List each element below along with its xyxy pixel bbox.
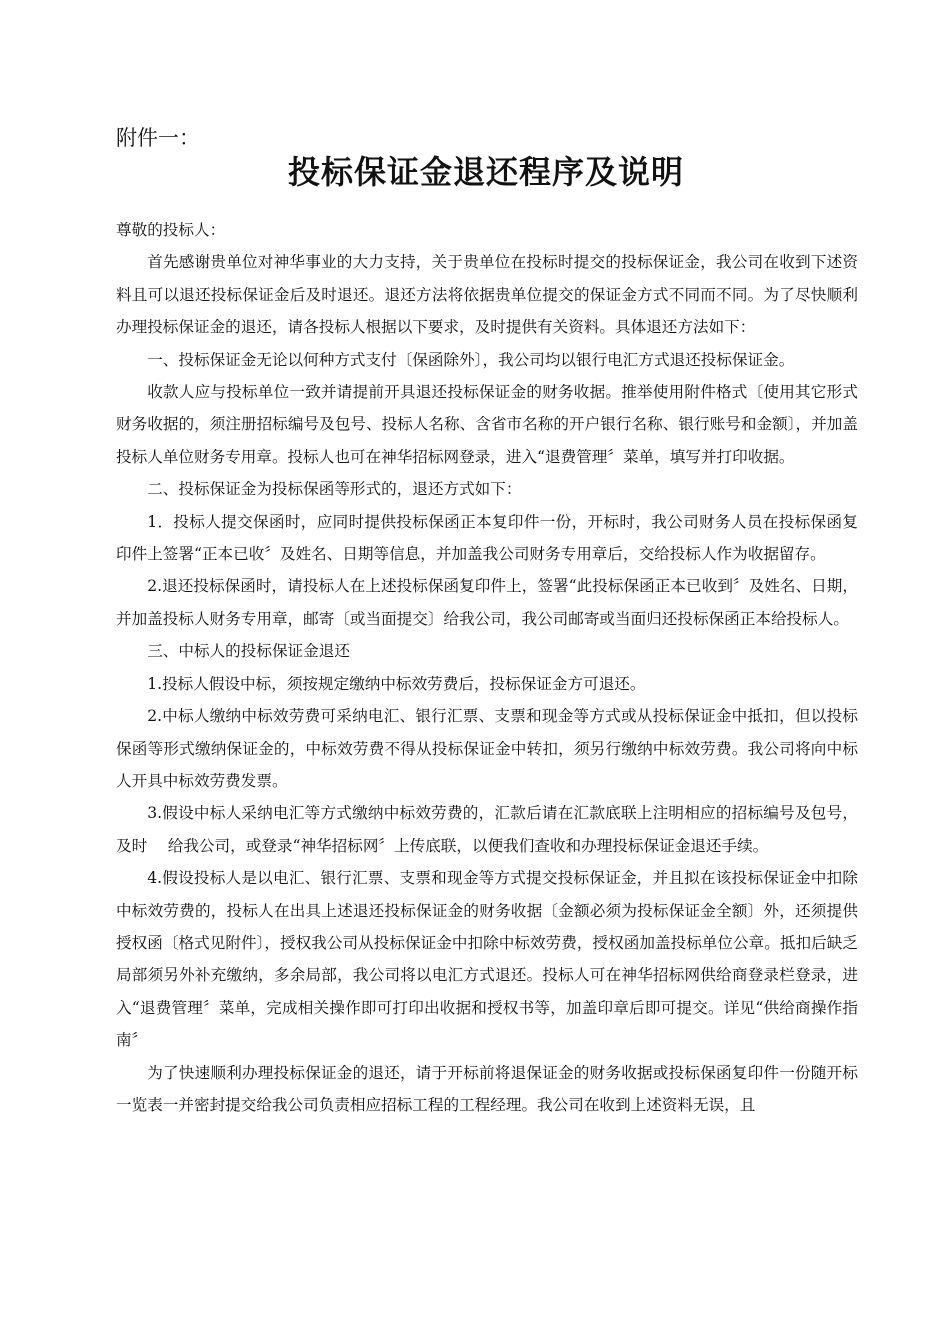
paragraph: 首先感谢贵单位对神华事业的大力支持，关于贵单位在投标时提交的投标保证金，我公司在收到下述资料且可以退还投标保证金后及时退还。退还方法将依据贵单位提交的保证金方式不同而不同。为了尽快顺利办理投标保证金的退还，请各投标人根据以下要求，及时提供有关资料。具体退还方法如下：	[116, 253, 858, 337]
attachment-label: 附件一：	[116, 126, 200, 150]
paragraph: 三、中标人的投标保证金退还	[147, 642, 350, 661]
paragraph: 2.退还投标保函时，请投标人在上述投标保函复印件上，签署“此投标保函正本已收到〞及姓名、日期，并加盖投标人财务专用章，邮寄〔或当面提交〕给我公司，我公司邮寄或当面归还投标保函正本给投标人。	[116, 577, 858, 628]
paragraph: 收款人应与投标单位一致并请提前开具退还投标保证金的财务收据。推举使用附件格式〔使用其它形式财务收据的，须注册招标编号及包号、投标人名称、含省市名称的开户银行名称、银行账号和金额〕，并加盖投标人单位财务专用章。投标人也可在神华招标网登录，进入“退费管理〞菜单，填写并打印收据。	[116, 383, 858, 466]
paragraph: 3.假设中标人采纳电汇等方式缴纳中标效劳费的，汇款后请在汇款底联上注明相应的招标编号及包号，及时 给我公司，或登录“神华招标网〞上传底联，以便我们查收和办理投标保证金退还手续。	[116, 804, 858, 855]
salutation: 尊敬的投标人：	[116, 221, 226, 239]
paragraph: 为了快速顺利办理投标保证金的退还，请于开标前将退保证金的财务收据或投标保函复印件一份随开标一览表一并密封提交给我公司负责相应招标工程的工程经理。我公司在收到上述资料无误，且	[116, 1063, 858, 1114]
paragraph: 4.假设投标人是以电汇、银行汇票、支票和现金等方式提交投标保证金，并且拟在该投标保证金中扣除中标效劳费的，投标人在出具上述退还投标保证金的财务收据〔金额必须为投标保证金全额〕外，还须提供授权函〔格式见附件〕，授权我公司从投标保证金中扣除中标效劳费，授权函加盖投标单位公章。抵扣后缺乏局部须另外补充缴纳，多余局部，我公司将以电汇方式退还。投标人可在神华招标网供给商登录栏登录，进入“退费管理〞菜单，完成相关操作即可打印出收据和授权书等，加盖印章后即可提交。详见“供给商操作指南〞	[116, 869, 858, 1050]
paragraph: 2.中标人缴纳中标效劳费可采纳电汇、银行汇票、支票和现金等方式或从投标保证金中抵扣，但以投标保函等形式缴纳保证金的，中标效劳费不得从投标保证金中转扣，须另行缴纳中标效劳费。我公司将向中标人开具中标效劳费发票。	[116, 707, 858, 790]
paragraph: 1.投标人假设中标，须按规定缴纳中标效劳费后，投标保证金方可退还。	[147, 674, 646, 693]
document-body	[116, 214, 858, 1121]
paragraph: 1．投标人提交保函时，应同时提供投标保函正本复印件一份，开标时，我公司财务人员在投标保函复印件上签署“正本已收〞及姓名、日期等信息，并加盖我公司财务专用章后，交给投标人作为收据留存。	[116, 512, 858, 564]
paragraph: 二、投标保证金为投标保函等形式的，退还方式如下：	[147, 480, 522, 499]
page-title: 投标保证金退还程序及说明	[287, 153, 684, 191]
paragraph: 一、投标保证金无论以何种方式支付〔保函除外〕，我公司均以银行电汇方式退还投标保证金。	[147, 350, 795, 369]
